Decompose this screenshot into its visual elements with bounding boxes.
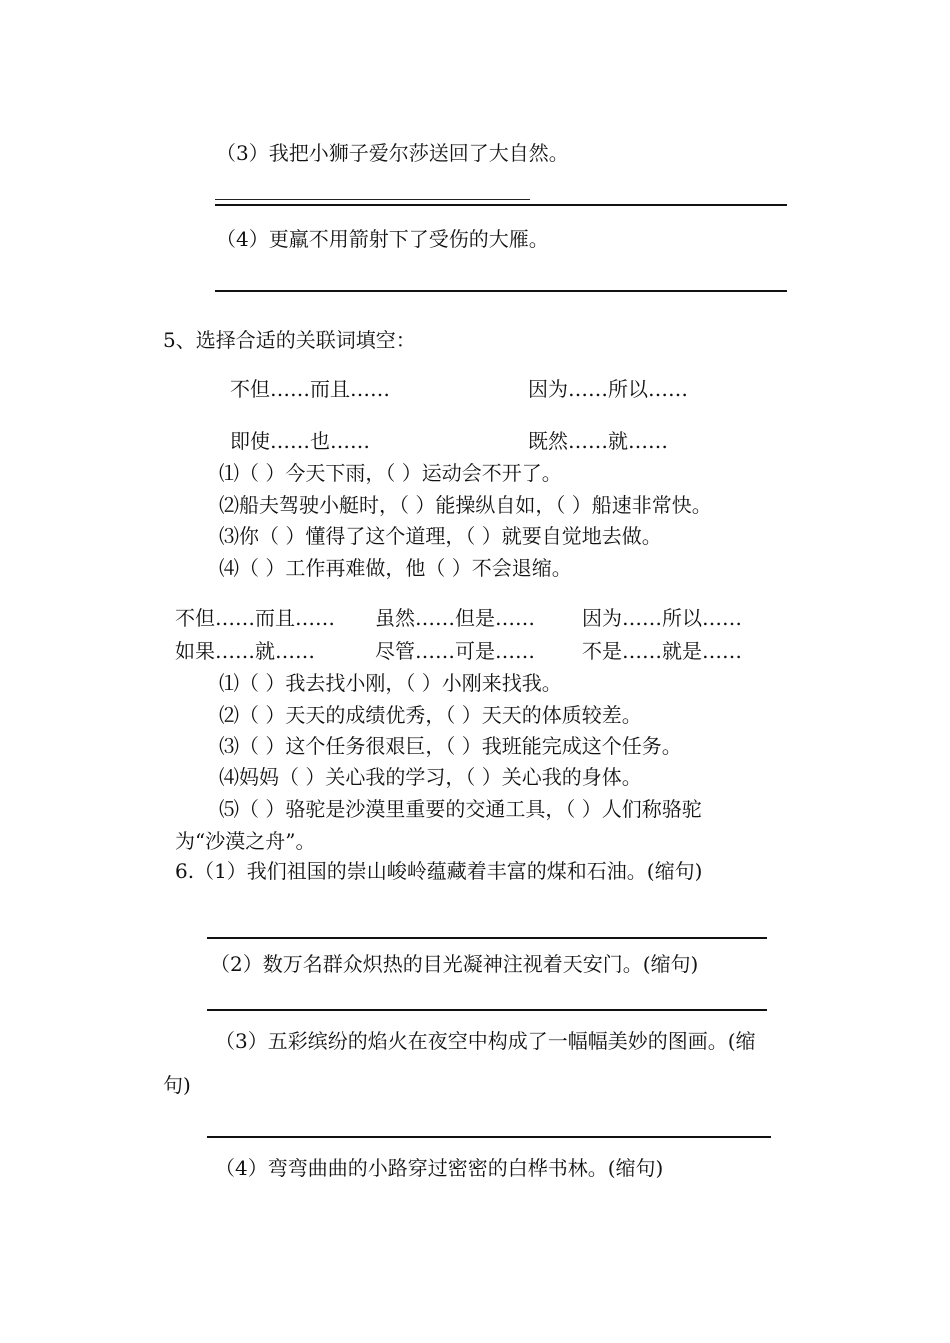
q4-sentence-4: （4）更羸不用箭射下了受伤的大雁。 — [216, 227, 549, 251]
q5-word-option: 不但……而且…… — [230, 377, 390, 401]
q6-sentence-3: （3）五彩缤纷的焰火在夜空中构成了一幅幅美妙的图画。(缩 — [215, 1029, 756, 1053]
q6-sentence-2: （2）数万名群众炽热的目光凝神注视着天安门。(缩句) — [210, 952, 699, 976]
q5a-item-2: ⑵船夫驾驶小艇时，（ ）能操纵自如，（ ）船速非常快。 — [219, 493, 712, 517]
q5b-word-option: 如果……就…… — [175, 639, 315, 663]
q5b-item-5: ⑸（ ）骆驼是沙漠里重要的交通工具，（ ）人们称骆驼 — [219, 797, 702, 821]
q5b-item-1: ⑴（ ）我去找小刚，（ ）小刚来找我。 — [219, 671, 562, 695]
q5-word-option: 既然……就…… — [528, 429, 668, 453]
q5b-word-option: 不是……就是…… — [582, 639, 742, 663]
q5b-item-2: ⑵（ ）天天的成绩优秀，（ ）天天的体质较差。 — [219, 703, 642, 727]
q5b-item-5-continued: 为“沙漠之舟”。 — [175, 829, 316, 853]
q4-sentence-3: （3）我把小狮子爱尔莎送回了大自然。 — [216, 141, 569, 165]
q5-title: 5、选择合适的关联词填空： — [163, 328, 416, 352]
q5b-item-3: ⑶（ ）这个任务很艰巨，（ ）我班能完成这个任务。 — [219, 734, 682, 758]
q5b-item-4: ⑷妈妈（ ）关心我的学习，（ ）关心我的身体。 — [219, 765, 642, 789]
q5a-item-4: ⑷（ ）工作再难做，他（ ）不会退缩。 — [219, 556, 572, 580]
q6-sentence-3-continued: 句) — [163, 1073, 191, 1097]
q5b-word-option: 因为……所以…… — [582, 606, 742, 630]
q5-word-option: 因为……所以…… — [528, 377, 688, 401]
answer-line-q4-4[interactable] — [215, 290, 787, 292]
q5b-word-option: 尽管……可是…… — [375, 639, 535, 663]
q5a-item-1: ⑴（ ）今天下雨，（ ）运动会不开了。 — [219, 461, 562, 485]
q6-sentence-1: 6.（1）我们祖国的崇山峻岭蕴藏着丰富的煤和石油。(缩句) — [175, 859, 703, 883]
answer-line-q6-3[interactable] — [207, 1136, 771, 1138]
q5a-item-3: ⑶你（ ）懂得了这个道理，（ ）就要自觉地去做。 — [219, 524, 662, 548]
q5b-word-option: 不但……而且…… — [175, 606, 335, 630]
q5-word-option: 即使……也…… — [230, 429, 370, 453]
answer-line-q4-3-overlap — [215, 199, 530, 200]
answer-line-q4-3[interactable] — [215, 204, 787, 206]
q6-sentence-4: （4）弯弯曲曲的小路穿过密密的白桦书林。(缩句) — [215, 1156, 664, 1180]
answer-line-q6-1[interactable] — [207, 937, 767, 939]
answer-line-q6-2[interactable] — [207, 1009, 767, 1011]
q5b-word-option: 虽然……但是…… — [375, 606, 535, 630]
